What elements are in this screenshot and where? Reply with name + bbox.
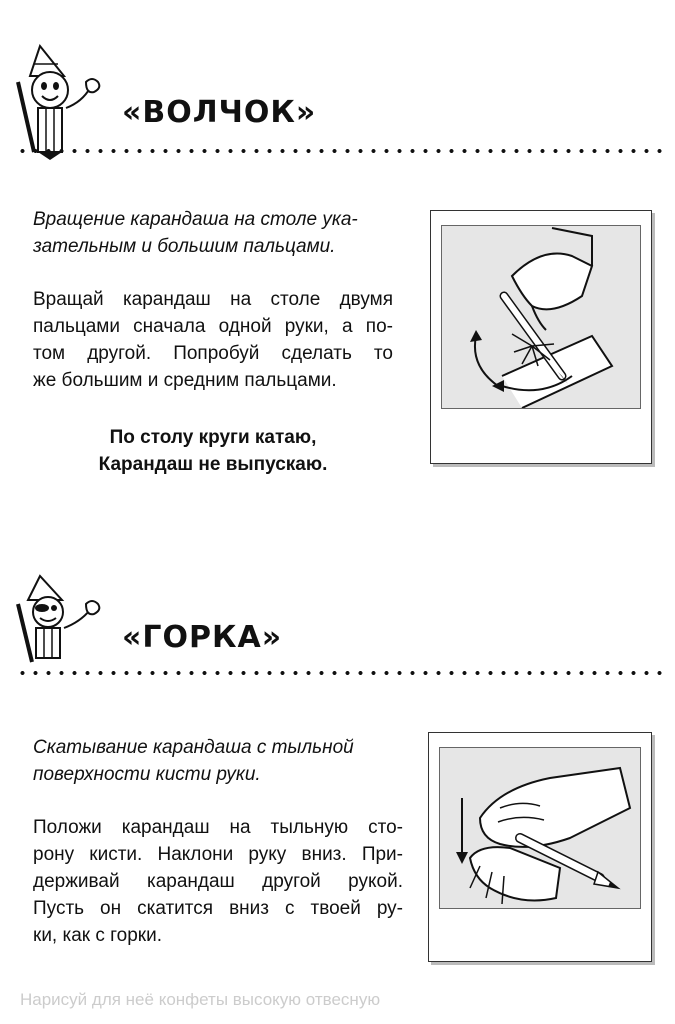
illustration-frame — [441, 225, 641, 409]
hand-spinning-pencil-illustration — [442, 226, 640, 408]
exercise-poem: По столу круги катаю, Карандаш не выпускаю. — [98, 427, 328, 475]
pencil-on-hand-illustration — [440, 748, 640, 908]
exercise-subtitle: Вращение карандаша на столе ука- зательным и большим пальцами. — [33, 209, 358, 257]
pencil-mascot-icon — [12, 42, 112, 160]
exercise-instructions: Положи карандаш на тыльную сто- рону кисти. Наклони руку вниз. При- держивай карандаш другой рукой. Пусть он скатится вниз с твоей ру- ки, как с горки. — [33, 817, 403, 946]
exercise-subtitle: Скатывание карандаша с тыльной поверхности кисти руки. — [33, 737, 354, 785]
exercise-title: «ВОЛЧОК» — [122, 95, 317, 130]
dotted-divider — [16, 670, 664, 676]
exercise-title: «ГОРКА» — [122, 620, 283, 655]
bleed-through-text: Нарисуй для неё конфеты высокую отвесную — [20, 990, 381, 1009]
exercise-instructions: Вращай карандаш на столе двумя пальцами сначала одной руки, а по- том другой. Попробуй сделать то же большим и средним пальцами. — [33, 289, 393, 391]
pencil-mascot-icon — [12, 572, 112, 664]
illustration-card — [430, 210, 652, 464]
illustration-frame — [439, 747, 641, 909]
illustration-card — [428, 732, 652, 962]
dotted-divider — [16, 148, 664, 154]
